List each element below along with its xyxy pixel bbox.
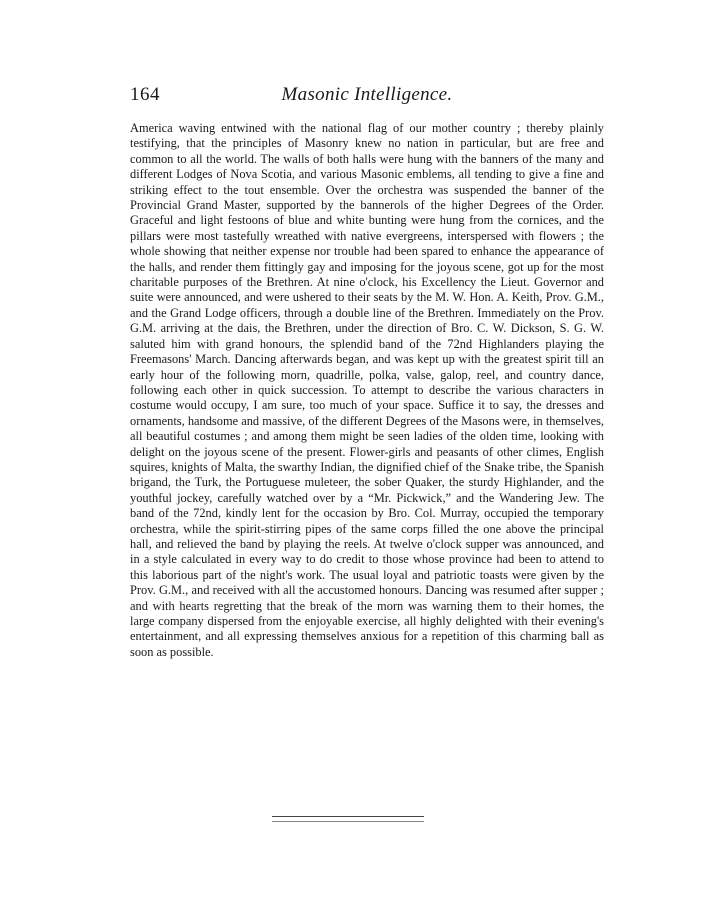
running-title: Masonic Intelligence. [281,84,453,105]
body-paragraph: America waving entwined with the national flag of our mother country ; thereby plainly testifying, that the principles of Masonry knew no nation in particular, but are free and common to all the world. The walls of both halls were hung with the banners of the many and different Lodges of Nova Scotia, and various Masonic emblems, all tending to give a fine and striking effect to the tout ensemble. Over the orchestra was suspended the banner of the Provincial Grand Master, supported by the bannerols of the higher Degrees of the Order. Graceful and light festoons of blue and white bunting were hung from the cornices, and the pillars were most tastefully wreathed with native evergreens, interspersed with flowers ; the whole showing that neither expense nor trouble had been spared to enhance the appearance of the halls, and render them fittingly gay and imposing for the joyous scene, got up for the most charitable purposes of the Brethren. At nine o'clock, his Excellency the Lieut. Governor and suite were announced, and were ushered to their seats by the M. W. Hon. A. Keith, Prov. G.M., and the Grand Lodge officers, through a double line of the Brethren. Immediately on the Prov. G.M. arriving at the dais, the Brethren, under the direction of Bro. C. W. Dickson, S. G. W. saluted him with grand honours, the splendid band of the 72nd Highlanders playing the Freemasons' March. Dancing afterwards began, and was kept up with the greatest spirit till an early hour of the following morn, quadrille, polka, valse, galop, reel, and country dance, following each other in quick succession. To attempt to describe the various characters in costume would occupy, I am sure, too much of your space. Suffice it to say, the dresses and ornaments, handsome and massive, of the different Degrees of the Masons were, in themselves, all beautiful costumes ; and among them might be seen ladies of the olden time, looking with delight on the joyous scene of the present. Flower-girls and peasants of other climes, English squires, knights of Malta, the swarthy Indian, the dignified chief of the Snake tribe, the Spanish brigand, the Turk, the Portuguese muleteer, the sober Quaker, the sturdy Highlander, and the youthful jockey, carefully watched over by a “Mr. Pickwick,” and the Wandering Jew. The band of the 72nd, kindly lent for the occasion by Bro. Col. Murray, occupied the temporary orchestra, while the spirit-stirring pipes of the same corps filled the one above the principal hall, and relieved the band by playing the reels. At twelve o'clock supper was announced, and in a style calculated in every way to do credit to those whose province had been to attend to this laborious part of the night's work. The usual loyal and patriotic toasts were given by the Prov. G.M., and received with all the accustomed honours. Dancing was resumed after supper ; and with hearts regretting that the break of the morn was warning them to their homes, the large company dispersed from the enjoyable exercise, all highly delighted with their evening's entertainment, and all expressing themselves anxious for a repetition of this charming ball as soon as possible. [130,121,604,659]
footer-rule [272,816,424,822]
page-header [130,84,604,110]
page-number: 164 [130,84,160,105]
